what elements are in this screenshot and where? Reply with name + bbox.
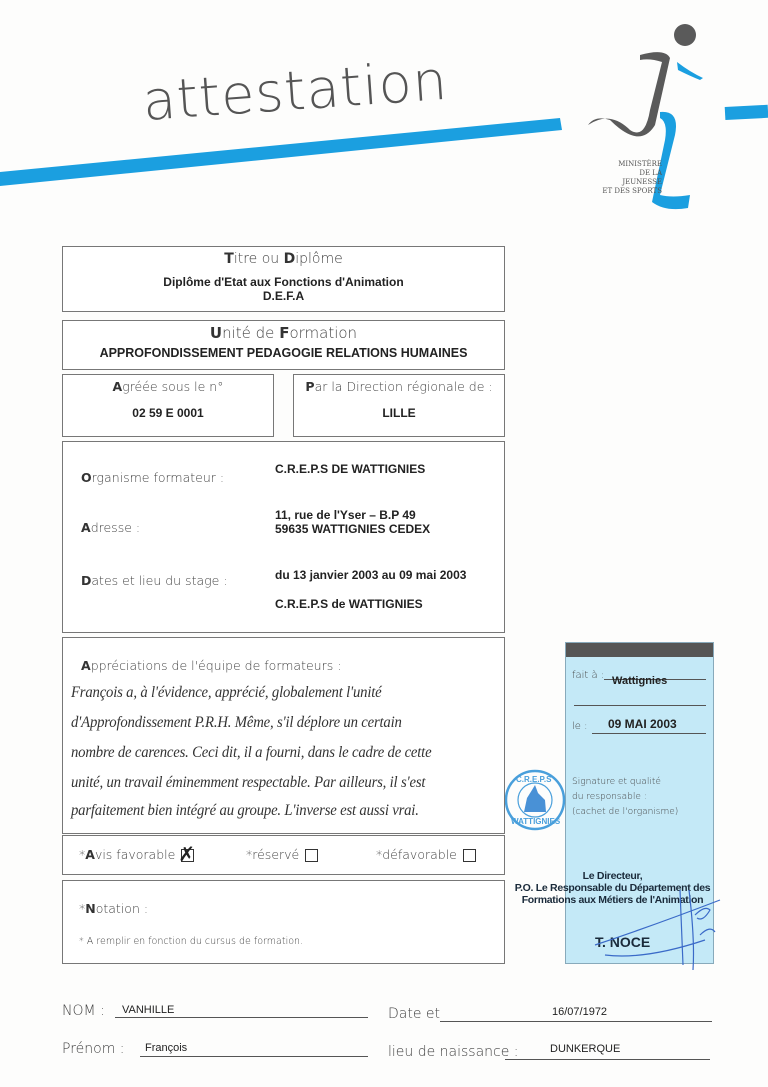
notation-box [62,880,505,964]
label-text: ar la Direction régionale de : [314,379,493,394]
diploma-box [62,246,505,312]
dates-label [81,573,228,588]
cap: T [224,251,234,267]
cap: F [279,324,290,342]
nom-label: NOM : [62,1003,105,1019]
appreciation-line: parfaitement bien intégré au groupe. L'inverse est aussi vrai. [71,802,419,819]
lieu-line [505,1059,710,1060]
cap: D [283,251,296,267]
asterisk: * [79,847,86,862]
ministry-line: MINISTÈRE [618,160,662,168]
stamp-top-text: C.R.E.P.S [516,775,552,784]
diploma-heading [63,251,504,267]
avis-box [62,835,505,875]
appreciation-line: d'Approfondissement P.R.H. Même, s'il déplore un certain [71,714,402,731]
asterisk: * [79,901,86,916]
document-title: attestation [140,48,450,133]
nom-line [115,1017,368,1018]
agreement-label [63,379,273,394]
prenom-value: François [145,1042,188,1054]
lieu-label: lieu de naissance : [388,1044,519,1060]
label-text: gréée sous le n° [122,379,224,394]
place-value: C.R.E.P.S de WATTIGNIES [275,597,423,611]
cap: U [209,324,223,342]
reserve-checkbox[interactable] [305,849,318,862]
date-value: 16/07/1972 [552,1006,608,1018]
avis-favorable[interactable] [79,842,196,866]
fait-a-value: Wattignies [612,675,668,687]
label-text: otation : [95,901,149,916]
cap: N [85,901,96,916]
notation-label [79,901,148,916]
direction-box [293,374,505,437]
cap: D [81,573,92,588]
label-text: ppréciations de l'équipe de formateurs : [90,658,342,673]
diploma-abbr: D.E.F.A [262,289,305,303]
director-line: Formations aux Métiers de l'Animation [521,894,704,906]
date-line [440,1021,712,1022]
appreciation-line: François a, à l'évidence, apprécié, globalement l'unité [71,684,382,701]
blue-band [0,118,562,186]
crep-stamp-icon [506,771,564,829]
direction-label [294,379,504,394]
agreement-box [62,374,274,437]
date-label: Date et [388,1006,441,1022]
director-line: Le Directeur, [582,870,643,882]
label-text: ates et lieu du stage : [91,573,228,588]
ministry-line: JEUNESSE [622,178,662,186]
ministry-line: ET DES SPORTS [602,187,662,195]
panel-top-strip [566,643,713,657]
sig-line: Signature et qualité [572,777,661,787]
organisme-label [81,470,224,485]
sig-line: du responsable : [572,792,647,802]
sig-line: (cachet de l'organisme) [572,807,679,817]
unit-box [62,320,505,370]
notation-note: * A remplir en fonction du cursus de formation. [79,936,304,947]
appreciation-line: unité, un travail éminemment respectable. Par ailleurs, il s'est [71,774,426,791]
cap: A [81,520,91,535]
signatory-name: T. NOCE [595,934,651,950]
avis-defavorable[interactable] [376,847,476,862]
stamp-bottom-text: WATTIGNIES [511,817,561,826]
lieu-value: DUNKERQUE [550,1043,621,1055]
le-line [592,733,706,734]
heading-text: ormation [289,324,358,342]
blank-line [574,705,706,706]
nom-value: VANHILLE [122,1004,175,1016]
label-text: *réservé [246,847,300,862]
diploma-name: Diplôme d'Etat aux Fonctions d'Animation [163,275,404,289]
director-line: P.O. Le Responsable du Département des [514,882,711,894]
prenom-line [140,1056,368,1057]
cap: P [305,379,315,394]
address-label [81,520,140,535]
le-label: le : [572,721,588,732]
ministry-line: DE LA [639,169,662,177]
organisme-box [62,441,505,633]
organisme-value: C.R.E.P.S DE WATTIGNIES [275,462,426,476]
le-value: 09 MAI 2003 [608,717,677,731]
blue-dash [725,105,768,120]
appreciations-label [81,658,341,673]
label-text: vis favorable [94,847,176,862]
heading-text: itre ou [233,251,284,267]
fait-a-label: fait à : [572,670,605,681]
label-text: rganisme formateur : [91,470,225,485]
signature-scribble-icon [595,890,720,970]
heading-text: iplôme [295,251,343,267]
cap: A [85,847,95,862]
unit-heading [63,324,504,342]
favorable-checkbox-checked[interactable]: ✗ [178,842,196,866]
agreement-value: 02 59 E 0001 [132,406,204,420]
prenom-label: Prénom : [62,1041,125,1057]
cap: A [81,658,91,673]
avis-reserve[interactable] [246,847,318,862]
direction-value: LILLE [382,406,416,420]
ministry-name [560,160,662,196]
address-line1: 11, rue de l'Yser – B.P 49 [275,508,416,522]
address-line2: 59635 WATTIGNIES CEDEX [275,522,431,536]
label-text: dresse : [90,520,141,535]
cap: A [112,379,123,394]
defavorable-checkbox[interactable] [463,849,476,862]
appreciation-line: nombre de carences. Ceci dit, il a fourni, dans le cadre de cette [71,744,432,761]
label-text: *défavorable [376,847,457,862]
appreciations-box [62,637,505,834]
stamp-and-signature [505,740,735,980]
heading-text: nité de [222,324,280,342]
dates-value: du 13 janvier 2003 au 09 mai 2003 [275,568,467,582]
unit-value: APPROFONDISSEMENT PEDAGOGIE RELATIONS HUMAINES [99,346,468,360]
cap: O [81,470,92,485]
